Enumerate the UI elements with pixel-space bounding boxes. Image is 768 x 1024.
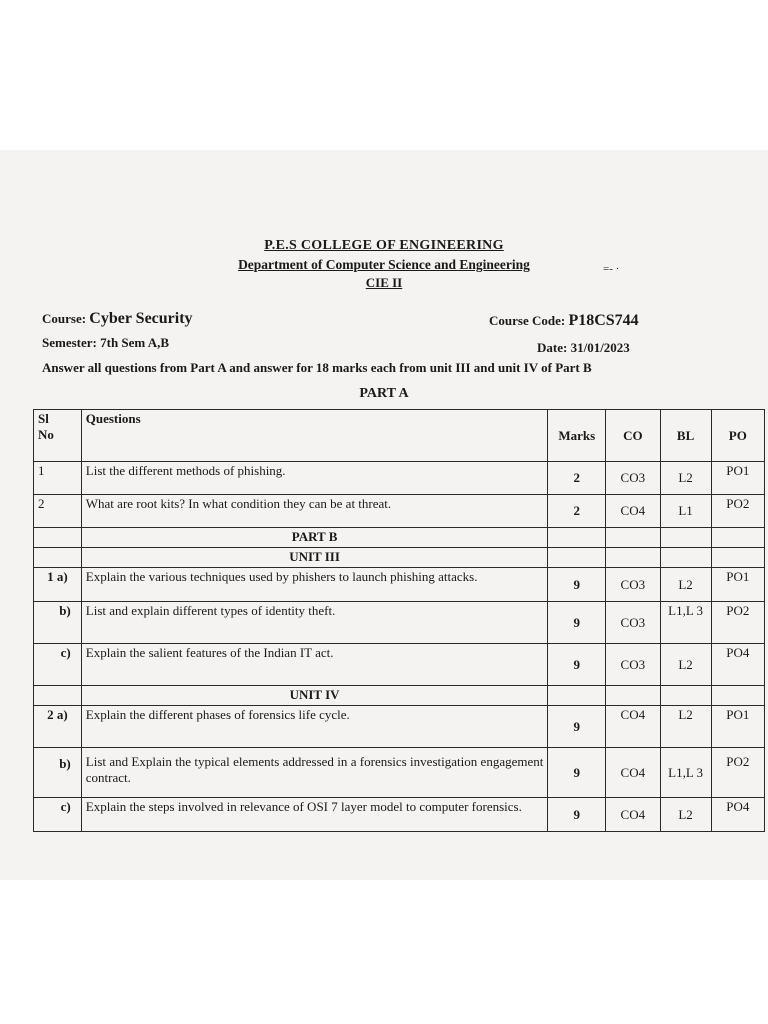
po-cell: PO2 — [711, 495, 764, 528]
marks-cell: 9 — [548, 568, 606, 602]
sl-cell: 2 a) — [34, 706, 82, 748]
po-cell: PO2 — [711, 602, 764, 644]
date-label: Date: — [537, 340, 568, 355]
po-cell: PO1 — [711, 706, 764, 748]
po-header: PO — [711, 410, 764, 462]
table-row — [34, 748, 765, 798]
question-cell: List and Explain the typical elements addressed in a forensics investigation engagement contract. — [81, 748, 548, 798]
question-cell: List the different methods of phishing. — [81, 462, 548, 495]
unit-3-title: UNIT III — [81, 548, 548, 568]
marks-cell: 9 — [548, 706, 606, 748]
marks-cell: 9 — [548, 748, 606, 798]
exam-title: CIE II — [365, 275, 403, 290]
marks-header: Marks — [548, 410, 606, 462]
marks-cell: 9 — [548, 644, 606, 686]
co-cell: CO3 — [606, 568, 660, 602]
marks-cell: 2 — [548, 462, 606, 495]
question-cell: What are root kits? In what condition they can be at threat. — [81, 495, 548, 528]
sl-cell: 1 a) — [34, 568, 82, 602]
question-cell: Explain the different phases of forensics life cycle. — [81, 706, 548, 748]
date-line — [537, 340, 630, 356]
question-table — [33, 409, 765, 832]
part-b-title: PART B — [81, 528, 548, 548]
semester-line — [42, 335, 169, 351]
table-row — [34, 462, 765, 495]
bl-cell: L2 — [660, 568, 711, 602]
question-cell: Explain the steps involved in relevance of OSI 7 layer model to computer forensics. — [81, 798, 548, 832]
department-name: Department of Computer Science and Engineering — [238, 257, 530, 272]
date-value: 31/01/2023 — [570, 340, 630, 355]
table-row — [34, 706, 765, 748]
course-name: Cyber Security — [89, 310, 193, 327]
sl-cell: 2 — [34, 495, 82, 528]
unit-4-row — [34, 686, 765, 706]
sl-no-header: Sl No — [34, 410, 82, 462]
sl-cell: c) — [34, 798, 82, 832]
question-cell: List and explain different types of identity theft. — [81, 602, 548, 644]
co-cell: CO3 — [606, 644, 660, 686]
bl-cell: L2 — [660, 798, 711, 832]
course-label: Course: — [42, 311, 87, 326]
table-row — [34, 568, 765, 602]
table-row — [34, 798, 765, 832]
question-cell: Explain the salient features of the Indian IT act. — [81, 644, 548, 686]
course-code-line — [489, 312, 639, 330]
course-code-value: P18CS744 — [568, 312, 639, 329]
co-cell: CO4 — [606, 495, 660, 528]
sl-cell: b) — [34, 748, 82, 798]
po-cell: PO4 — [711, 798, 764, 832]
marks-cell: 9 — [548, 798, 606, 832]
bl-cell: L1,L 3 — [660, 748, 711, 798]
part-a-title: PART A — [359, 386, 409, 401]
marks-cell: 2 — [548, 495, 606, 528]
bl-cell: L2 — [660, 706, 711, 748]
bl-header: BL — [660, 410, 711, 462]
table-row — [34, 495, 765, 528]
table-row — [34, 644, 765, 686]
marks-cell: 9 — [548, 602, 606, 644]
co-cell: CO3 — [606, 602, 660, 644]
bl-cell: L1 — [660, 495, 711, 528]
table-header-row — [34, 410, 765, 462]
stray-mark: =- · — [603, 263, 620, 275]
question-cell: Explain the various techniques used by phishers to launch phishing attacks. — [81, 568, 548, 602]
co-header: CO — [606, 410, 660, 462]
co-cell: CO4 — [606, 706, 660, 748]
instruction: Answer all questions from Part A and answer for 18 marks each from unit III and unit IV of Part B — [42, 360, 592, 375]
part-b-row — [34, 528, 765, 548]
po-cell: PO1 — [711, 462, 764, 495]
course-line — [42, 310, 193, 328]
table-row — [34, 602, 765, 644]
po-cell: PO2 — [711, 748, 764, 798]
semester-label: Semester: — [42, 335, 97, 350]
sl-cell: 1 — [34, 462, 82, 495]
bl-cell: L2 — [660, 462, 711, 495]
bl-cell: L2 — [660, 644, 711, 686]
unit-4-title: UNIT IV — [81, 686, 548, 706]
po-cell: PO1 — [711, 568, 764, 602]
sl-cell: c) — [34, 644, 82, 686]
questions-header: Questions — [81, 410, 548, 462]
course-code-label: Course Code: — [489, 313, 566, 328]
sl-cell: b) — [34, 602, 82, 644]
co-cell: CO4 — [606, 798, 660, 832]
college-name: P.E.S COLLEGE OF ENGINEERING — [264, 238, 504, 253]
co-cell: CO4 — [606, 748, 660, 798]
bl-cell: L1,L 3 — [660, 602, 711, 644]
po-cell: PO4 — [711, 644, 764, 686]
unit-3-row — [34, 548, 765, 568]
semester-value: 7th Sem A,B — [100, 335, 170, 350]
co-cell: CO3 — [606, 462, 660, 495]
